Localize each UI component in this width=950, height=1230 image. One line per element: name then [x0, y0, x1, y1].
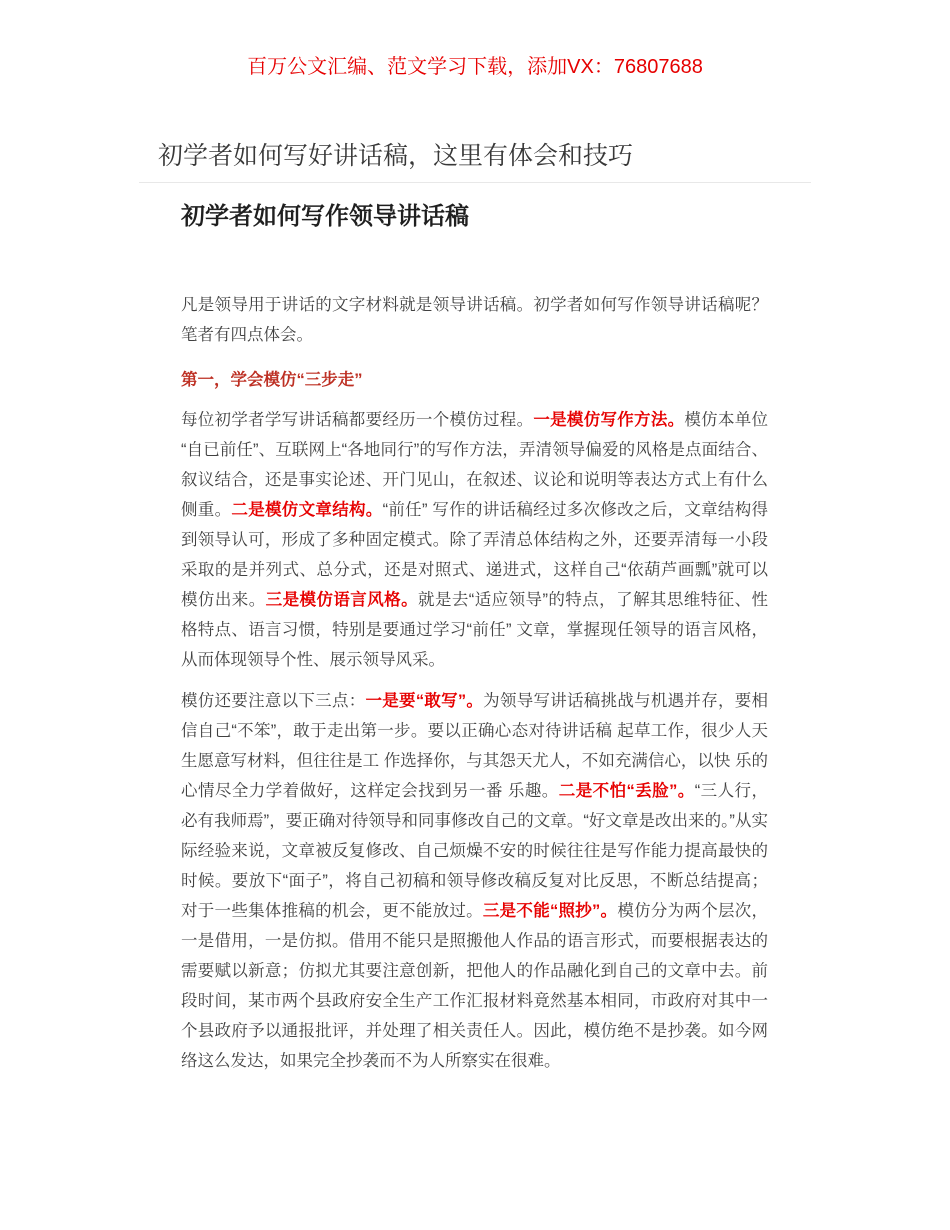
red-highlight-run: 二是模仿文章结构。 [231, 501, 383, 519]
page-title: 初学者如何写好讲话稿，这里有体会和技巧 [158, 142, 634, 170]
text-run: 就是去“适应领导”的特点，了解其思维特征、性格特点、语言习惯，特别是要通过学习“前任” 文章，掌握现任领导的语言风格，从而体现领导个性、展示领导风采。 [181, 591, 769, 669]
title-divider [139, 182, 811, 183]
section-subheading [181, 365, 768, 395]
red-highlight-run: 二是不怕“丢脸”。 [558, 782, 695, 800]
text-run: 模仿分为两个层次，一是借用，一是仿拟。借用不能只是照搬他人作品的语言形式，而要根据表达的需要赋以新意；仿拟尤其要注意创新，把他人的作品融化到自己的文章中去。前段时间，某市两个县政府安全生产工作汇报材料竟然基本相同，市政府对其中一个县政府予以通报批评，并处理了相关责任人。因此，模仿绝不是抄袭。如今网络这么发达，如果完全抄袭而不为人所察实在很难。 [181, 902, 769, 1070]
red-highlight-run: 一是要“敢写”。 [365, 692, 484, 710]
header-promo-note: 百万公文汇编、范文学习下载，添加VX：76807688 [247, 56, 703, 78]
content-container [139, 139, 811, 1076]
red-highlight-run: 第一，学会模仿“三步走” [181, 371, 363, 389]
article-heading: 初学者如何写作领导讲话稿 [181, 203, 469, 230]
paragraph [181, 290, 768, 350]
text-run: “前任” 写作的讲话稿经过多次修改之后，文章结构得到领导认可，形成了多种固定模式。除了弄清总体结构之外，还要弄清每一小段采取的是并列式、总分式，还是对照式、递进式，这样自己“依葫芦画瓢”就可以模仿出来。 [181, 501, 769, 609]
red-highlight-run: 三是不能“照抄”。 [482, 902, 618, 920]
text-run: “三人行，必有我师焉”，要正确对待领导和同事修改自己的文章。“好文章是改出来的。”从实际经验来说，文章被反复修改、自己烦燥不安的时候往往是写作能力提高最快的时候。要放下“面子”，将自己初稿和领导修改稿反复对比反思，不断总结提高；对于一些集体推稿的机会，更不能放过。 [181, 782, 768, 920]
red-highlight-run: 三是模仿语言风格。 [265, 591, 419, 609]
text-run: 每位初学者学写讲话稿都要经历一个模仿过程。 [181, 411, 534, 429]
article [139, 200, 811, 1076]
paragraph [181, 686, 768, 1076]
text-run: 为领导写讲话稿挑战与机遇并存，要相信自己“不笨”，敢于走出第一步。要以正确心态对待讲话稿 起草工作，很少人天生愿意写材料，但往往是工 作选择你，与其怨天尤人，不如充满信心，以快 乐的心情尽全力学着做好，这样定会找到另一番 乐趣。 [181, 692, 769, 800]
text-run: 模仿还要注意以下三点： [181, 692, 366, 710]
paragraph [181, 405, 768, 675]
text-run: 凡是领导用于讲话的文字材料就是领导讲话稿。初学者如何写作领导讲话稿呢？笔者有四点体会。 [181, 296, 768, 344]
text-run: 模仿本单位“自已前任”、互联网上“各地同行”的写作方法，弄清领导偏爱的风格是点面结合、叙议结合，还是事实论述、开门见山，在叙述、议论和说明等表达方式上有什么侧重。 [181, 411, 769, 519]
red-highlight-run: 一是模仿写作方法。 [533, 411, 685, 429]
article-body [181, 290, 768, 1076]
